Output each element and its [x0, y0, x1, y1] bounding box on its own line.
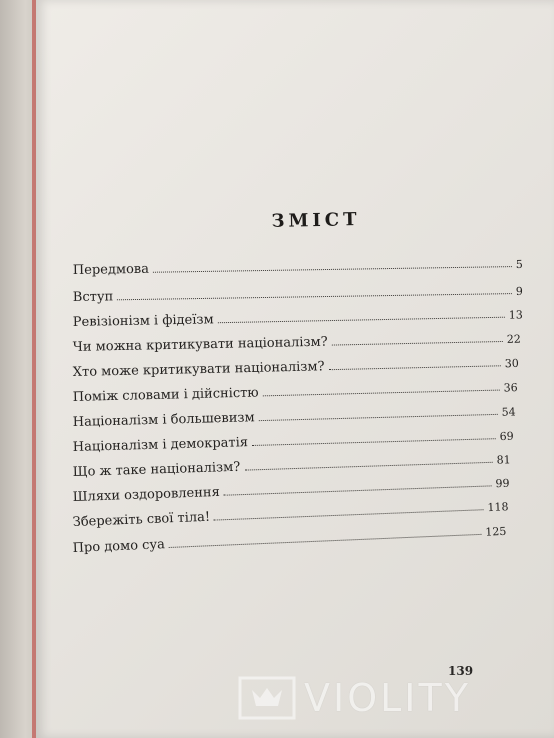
toc-entry-label: Поміж словами і дійсністю [72, 385, 259, 405]
dot-leader [259, 413, 498, 421]
toc-entry [73, 278, 523, 305]
toc-entry-label: Вступ [72, 289, 114, 305]
watermark [238, 668, 538, 728]
toc-entry-label: Ревізіонізм і фідеїзм [72, 312, 214, 330]
dot-leader [329, 364, 501, 370]
toc-entry-label: Про домо суа [72, 537, 166, 556]
toc-entry-page: 54 [501, 405, 516, 419]
toc-entry-page: 118 [487, 500, 509, 515]
dot-leader [332, 340, 503, 346]
toc-entry-label: Чи можна критикувати націоналізм? [72, 334, 328, 355]
toc-entry-page: 30 [504, 356, 519, 371]
toc-entry-page: 9 [515, 284, 523, 299]
toc-entry-label: Шляхи оздоровлення [72, 484, 221, 505]
toc-entry-page: 13 [508, 308, 523, 322]
dot-leader [214, 508, 483, 520]
toc-entry-label: Збережіть свої тіла! [72, 509, 211, 530]
watermark-text: VIOLITY [304, 676, 471, 720]
dot-leader [169, 533, 482, 548]
toc-entry-label: Націоналізм і большевизм [72, 410, 255, 430]
dot-leader [263, 389, 500, 397]
toc-entry-label: Передмова [72, 261, 150, 278]
left-page-edge [0, 0, 36, 738]
toc-entry-page: 5 [515, 257, 523, 272]
book-page [36, 0, 554, 738]
toc-entry-page: 69 [499, 429, 514, 444]
dot-leader [153, 265, 512, 273]
toc-entry-label: Націоналізм і демократія [72, 435, 249, 455]
page-number: 139 [448, 664, 474, 678]
dot-leader [244, 461, 492, 471]
toc-entry-page: 99 [495, 476, 510, 491]
violity-logo-icon [238, 676, 296, 720]
toc-entry-label: Хто може критикувати націоналізм? [72, 359, 325, 380]
dot-leader [252, 437, 496, 446]
toc-entry-page: 36 [503, 381, 518, 395]
toc-entry [73, 251, 523, 278]
table-of-contents [36, 0, 554, 738]
toc-entry-page: 81 [496, 453, 511, 467]
toc-entry [73, 301, 523, 330]
dot-leader [117, 292, 512, 300]
toc-entry-page: 125 [485, 524, 507, 539]
toc-title: ЗМІСТ [271, 209, 361, 232]
dot-leader [224, 484, 492, 495]
dot-leader [218, 316, 505, 324]
toc-entry-label: Що ж таке націоналізм? [72, 459, 241, 480]
toc-entry-page: 22 [506, 332, 521, 346]
